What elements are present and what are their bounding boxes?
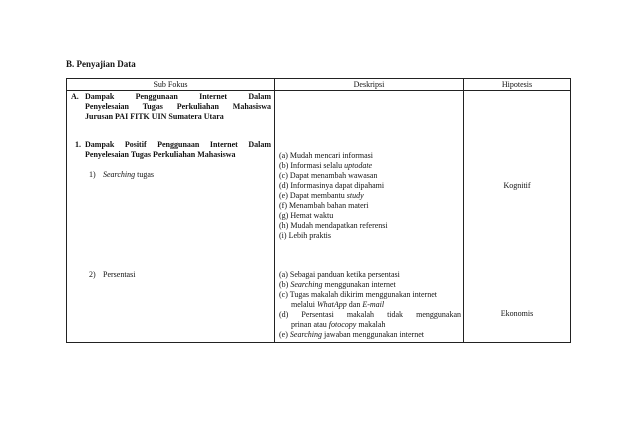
list-item: (g) Hemat waktu [279, 211, 334, 220]
description-cell [275, 91, 464, 343]
subfocus-a-line3: Jurusan PAI FITK UIN Sumatera Utara [85, 112, 224, 121]
list-item: (c) Dapat menambah wawasan [279, 171, 378, 180]
list-item: (f) Menambah bahan materi [279, 201, 369, 210]
hypothesis-ekonomis: Ekonomis [500, 309, 534, 318]
list-item: (a) Sebagai panduan ketika persentasi [279, 270, 400, 279]
description-list-1 [279, 151, 388, 241]
subfocus-item-1: Searching tugas [103, 170, 155, 179]
list-item: (e) Searching jawaban menggunakan internet [279, 330, 424, 339]
list-item: (d) Informasinya dapat dipahami [279, 181, 385, 190]
subfocus-a-line1: Dampak Penggunaan Internet Dalam [85, 92, 271, 101]
list-item: (e) Dapat membantu study [279, 191, 364, 200]
list-item-continuation: melalui WhatApp dan E-mail [291, 300, 385, 309]
list-item: (i) Lebih praktis [279, 231, 331, 240]
table-header-row [67, 79, 571, 91]
header-hipotesis: Hipotesis [464, 79, 571, 91]
table-row [67, 91, 571, 343]
list-item-continuation: prinan atau fotocopy makalah [291, 320, 386, 329]
list-item: (b) Searching menggunakan internet [279, 280, 396, 289]
subfocus-item-2: Persentasi [103, 270, 136, 279]
hypothesis-kognitif: Kognitif [503, 181, 531, 190]
subfocus-a-line2: Penyelesaian Tugas Perkuliahan Mahasiswa [85, 102, 271, 111]
subfocus-cell [67, 91, 275, 343]
header-sub-fokus: Sub Fokus [67, 79, 275, 91]
data-table [66, 78, 571, 343]
section-heading: B. Penyajian Data [66, 59, 136, 69]
subfocus-a-label: A. [71, 92, 79, 101]
list-item: (h) Mudah mendapatkan referensi [279, 221, 388, 230]
list-item: (b) Informasi selalu uptodate [279, 161, 373, 170]
list-item: (d) Persentasi makalah tidak menggunakan [279, 310, 461, 319]
description-list-2 [279, 270, 461, 340]
subfocus-1-line2: Penyelesaian Tugas Perkuliahan Mahasiswa [85, 150, 236, 159]
header-deskripsi: Deskripsi [275, 79, 464, 91]
hypothesis-cell [464, 91, 571, 343]
list-item: (c) Tugas makalah dikirim menggunakan internet [279, 290, 437, 299]
subfocus-item-1-num: 1) [89, 170, 96, 179]
subfocus-item-2-num: 2) [89, 270, 96, 279]
list-item: (a) Mudah mencari informasi [279, 151, 373, 160]
subfocus-1-line1: Dampak Positif Penggunaan Internet Dalam [85, 140, 271, 149]
subfocus-1-label: 1. [75, 140, 81, 149]
